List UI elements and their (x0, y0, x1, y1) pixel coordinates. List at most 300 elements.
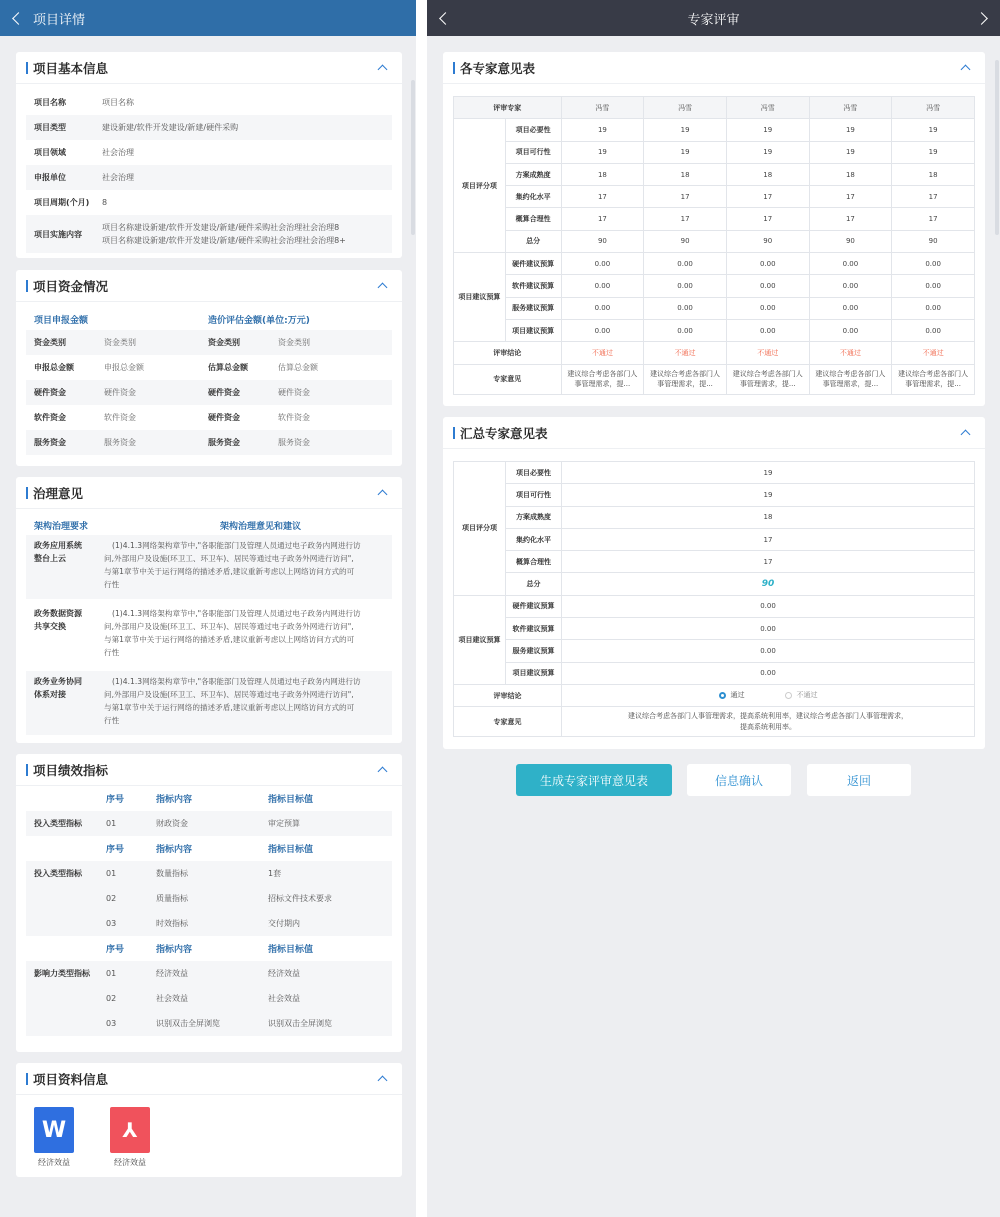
summary-opinion-row (454, 707, 975, 737)
summary-budget-cell: 0.00 (562, 618, 975, 640)
summary-total-value: 90 (562, 573, 975, 595)
summary-opinion-card (443, 417, 985, 749)
score-cell: 18 (561, 163, 644, 185)
score-cell: 18 (644, 163, 727, 185)
perf-col-target: 指标目标值 (268, 795, 314, 805)
fund-row (26, 355, 392, 380)
budget-cell: 0.00 (726, 275, 809, 297)
budget-cell: 0.00 (561, 275, 644, 297)
conclusion-row (454, 342, 975, 364)
opinion-line: 事管理需求，提... (574, 380, 631, 389)
governance-advice (104, 675, 361, 735)
score-cell: 90 (561, 230, 644, 252)
fund-value: 软件资金 (278, 413, 310, 422)
advice-line: 问,外部用户及设施(环卫工、环卫车)、居民等通过电子政务外网进行访问", (104, 554, 354, 563)
budget-row (454, 319, 975, 341)
conclusion-fail: 不通过 (892, 342, 975, 364)
conclusion-fail: 不通过 (644, 342, 727, 364)
score-cell: 17 (809, 186, 892, 208)
governance-item (34, 539, 104, 599)
field-value: 建设新建/软件开发建设/新建/硬件采购 (102, 123, 239, 132)
perf-col-content: 指标内容 (156, 845, 193, 855)
summary-score-row (454, 506, 975, 528)
fund-row (26, 405, 392, 430)
score-cell: 90 (726, 230, 809, 252)
budget-group-label: 项目建议预算 (454, 595, 506, 684)
perf-group-label: 投入类型指标 (34, 819, 82, 828)
forward-icon[interactable] (975, 12, 988, 25)
summary-score-row (454, 462, 975, 484)
score-item-label: 集约化水平 (505, 186, 561, 208)
budget-cell: 0.00 (892, 275, 975, 297)
back-icon[interactable] (12, 12, 25, 25)
governance-row (26, 535, 392, 599)
perf-content: 社会效益 (156, 994, 188, 1003)
field-value: 项目名称 (102, 98, 134, 107)
fund-row (26, 380, 392, 405)
governance-row (26, 671, 392, 735)
advice-line: 与第1章节中关于运行网络的描述矛盾,建议重新考虑以上网络访问方式的可 (104, 567, 355, 576)
section-title: 汇总专家意见表 (453, 424, 548, 442)
fund-value: 硬件资金 (278, 388, 310, 397)
fund-label: 软件资金 (34, 413, 66, 422)
advice-line: 问,外部用户及设施(环卫工、环卫车)、居民等通过电子政务外网进行访问", (104, 690, 354, 699)
score-cell: 90 (644, 230, 727, 252)
perf-no: 03 (106, 1019, 117, 1028)
budget-cell: 0.00 (644, 275, 727, 297)
perf-target: 招标文件技术要求 (268, 894, 332, 903)
summary-budget-row (454, 618, 975, 640)
budget-cell: 0.00 (561, 297, 644, 319)
summary-score-cell: 17 (562, 528, 975, 550)
perf-group (26, 861, 392, 936)
perf-group-rows (106, 961, 332, 1036)
governance-item (34, 675, 104, 735)
perf-group (26, 961, 392, 1036)
score-item-label: 方案成熟度 (506, 506, 562, 528)
advice-line: 与第1章节中关于运行网络的描述矛盾,建议重新考虑以上网络访问方式的可 (104, 703, 355, 712)
section-title: 治理意见 (26, 484, 83, 502)
governance-advice (104, 607, 361, 667)
opinion-line: 建议综合考虑各部门人事管理需求，提高系统利用率，建议综合考虑各部门人事管理需求， (628, 711, 908, 720)
opinion-line: 事管理需求，提... (822, 380, 879, 389)
perf-col-target: 指标目标值 (268, 845, 314, 855)
fund-label: 申报总金额 (34, 363, 74, 372)
column-header: 造价评估金额(单位:万元) (208, 315, 310, 326)
perf-row (106, 1011, 332, 1036)
budget-item-label: 软件建议预算 (505, 275, 561, 297)
page-title: 专家评审 (687, 12, 740, 28)
score-group-label: 项目评分项 (454, 119, 506, 253)
budget-item-label: 服务建议预算 (506, 640, 562, 662)
back-icon[interactable] (439, 12, 452, 25)
advice-line: 行性 (104, 716, 120, 725)
governance-row (26, 603, 392, 667)
score-group-label: 项目评分项 (454, 462, 506, 596)
summary-score-cell: 18 (562, 506, 975, 528)
generate-review-button[interactable]: 生成专家评审意见表 (516, 764, 672, 796)
conclusion-label: 评审结论 (454, 342, 562, 364)
field-label: 项目领域 (34, 148, 66, 157)
score-cell: 19 (726, 119, 809, 141)
governance-card (16, 477, 402, 743)
opinion-line: 事管理需求，提... (739, 380, 796, 389)
opinion-line: 建议综合考虑各部门人 (732, 370, 803, 379)
budget-item-label: 项目建议预算 (506, 662, 562, 684)
advice-line: (1)4.1.3网络架构章节中,"各职能部门及管理人员通过电子政务内网进行访 (112, 609, 361, 618)
score-item-label: 项目可行性 (505, 141, 561, 163)
advice-line: 行性 (104, 580, 120, 589)
governance-item-line: 整台上云 (34, 554, 66, 563)
perf-content: 质量指标 (156, 894, 188, 903)
budget-row (454, 297, 975, 319)
collapse-icon[interactable] (378, 65, 388, 75)
advice-line: (1)4.1.3网络架构章节中,"各职能部门及管理人员通过电子政务内网进行访 (112, 677, 361, 686)
radio-pass[interactable] (719, 690, 745, 700)
perf-no: 01 (106, 969, 117, 978)
governance-item-line: 体系对接 (34, 690, 66, 699)
perf-row (106, 861, 332, 886)
conclusion-radio-group (562, 684, 975, 706)
score-cell: 17 (726, 208, 809, 230)
score-row (454, 141, 975, 163)
fund-value: 资金类别 (278, 338, 310, 347)
budget-item-label: 服务建议预算 (505, 297, 561, 319)
budget-item-label: 硬件建议预算 (505, 253, 561, 275)
expert-name: 冯雪 (561, 97, 644, 119)
perf-content: 数量指标 (156, 869, 188, 878)
summary-budget-row (454, 662, 975, 684)
perf-col-target: 指标目标值 (268, 945, 314, 955)
summary-opinion (562, 707, 975, 737)
summary-budget-cell: 0.00 (562, 595, 975, 617)
radio-fail[interactable] (785, 690, 818, 700)
project-detail-panel (0, 0, 416, 1217)
budget-cell: 0.00 (892, 253, 975, 275)
perf-content: 财政资金 (156, 819, 188, 828)
budget-cell: 0.00 (726, 253, 809, 275)
governance-item-line: 政务应用系统 (34, 541, 82, 550)
perf-no: 02 (106, 994, 117, 1003)
fund-label: 硬件资金 (34, 388, 66, 397)
collapse-icon[interactable] (378, 767, 388, 777)
budget-item-label: 项目建议预算 (505, 319, 561, 341)
performance-card (16, 754, 402, 1052)
governance-advice (104, 539, 361, 599)
score-cell: 17 (892, 186, 975, 208)
collapse-icon[interactable] (378, 1076, 388, 1086)
summary-conclusion-row (454, 684, 975, 706)
collapse-icon[interactable] (961, 430, 971, 440)
fund-value: 申报总金额 (104, 363, 144, 372)
field-label: 项目周期(个月) (34, 198, 90, 207)
score-cell: 19 (809, 141, 892, 163)
summary-score-cell: 17 (562, 551, 975, 573)
section-title: 项目绩效指标 (26, 761, 108, 779)
score-row (454, 119, 975, 141)
score-cell: 17 (561, 186, 644, 208)
opinion-cell (726, 364, 809, 394)
perf-row (106, 811, 300, 836)
governance-item-line: 政务业务协同 (34, 677, 82, 686)
perf-row (106, 986, 332, 1011)
governance-item (34, 607, 104, 667)
budget-cell: 0.00 (809, 253, 892, 275)
perf-content: 经济效益 (156, 969, 188, 978)
score-item-label: 项目必要性 (505, 119, 561, 141)
score-cell: 19 (892, 119, 975, 141)
conclusion-fail: 不通过 (809, 342, 892, 364)
perf-header-row (26, 836, 392, 861)
expert-review-panel (427, 0, 1000, 1217)
score-row (454, 186, 975, 208)
project-detail-header (0, 0, 416, 36)
radio-label: 通过 (730, 691, 745, 700)
perf-row (106, 911, 332, 936)
score-cell: 90 (809, 230, 892, 252)
fund-value: 服务资金 (278, 438, 310, 447)
score-cell: 19 (561, 141, 644, 163)
score-item-label: 集约化水平 (506, 528, 562, 550)
fund-label: 硬件资金 (208, 388, 240, 397)
score-item-label: 概算合理性 (505, 208, 561, 230)
conclusion-fail: 不通过 (726, 342, 809, 364)
budget-row (454, 253, 975, 275)
score-cell: 19 (726, 141, 809, 163)
budget-cell: 0.00 (561, 319, 644, 341)
summary-budget-cell: 0.00 (562, 662, 975, 684)
advice-line: 与第1章节中关于运行网络的描述矛盾,建议重新考虑以上网络访问方式的可 (104, 635, 355, 644)
expert-label: 评审专家 (454, 97, 562, 119)
opinion-line: 建议综合考虑各部门人 (567, 370, 638, 379)
budget-cell: 0.00 (644, 319, 727, 341)
perf-col-no: 序号 (106, 845, 125, 855)
file-label[interactable]: 经济效益 (38, 1158, 70, 1167)
section-title: 各专家意见表 (453, 59, 535, 77)
perf-header-row (26, 936, 392, 961)
perf-group (26, 811, 392, 836)
budget-item-label: 硬件建议预算 (506, 595, 562, 617)
score-row (454, 208, 975, 230)
perf-target: 识别双击全屏浏览 (268, 1019, 332, 1028)
radio-label: 不通过 (796, 691, 818, 700)
collapse-icon[interactable] (378, 283, 388, 293)
opinion-cell (644, 364, 727, 394)
budget-cell: 0.00 (809, 275, 892, 297)
radio-unchecked-icon[interactable] (785, 692, 792, 699)
advice-line: 问,外部用户及设施(环卫工、环卫车)、居民等通过电子政务外网进行访问", (104, 622, 354, 631)
summary-score-row (454, 484, 975, 506)
score-cell: 19 (892, 141, 975, 163)
budget-item-label: 软件建议预算 (506, 618, 562, 640)
perf-group-label: 影响力类型指标 (34, 969, 90, 978)
expert-name: 冯雪 (726, 97, 809, 119)
perf-row (106, 961, 332, 986)
budget-cell: 0.00 (644, 297, 727, 319)
collapse-icon[interactable] (378, 490, 388, 500)
budget-cell: 0.00 (809, 297, 892, 319)
budget-cell: 0.00 (726, 297, 809, 319)
perf-target: 社会效益 (268, 994, 300, 1003)
perf-col-content: 指标内容 (156, 795, 193, 805)
budget-cell: 0.00 (644, 253, 727, 275)
budget-row (454, 275, 975, 297)
perf-col-no: 序号 (106, 945, 125, 955)
opinion-line: 提高系统利用率。 (740, 722, 796, 731)
fund-label: 估算总金额 (208, 363, 248, 372)
expert-name: 冯雪 (644, 97, 727, 119)
perf-target: 经济效益 (268, 969, 300, 978)
summary-budget-cell: 0.00 (562, 640, 975, 662)
experts-opinion-card (443, 52, 985, 406)
perf-target: 交付期内 (268, 919, 300, 928)
score-row (454, 230, 975, 252)
fund-value: 资金类别 (104, 338, 136, 347)
perf-group-rows (106, 811, 300, 836)
collapse-icon[interactable] (961, 65, 971, 75)
fund-value: 估算总金额 (278, 363, 318, 372)
panel-divider (416, 0, 427, 1217)
left-scrollbar[interactable] (411, 80, 415, 235)
fund-value: 硬件资金 (104, 388, 136, 397)
score-item-label: 方案成熟度 (505, 163, 561, 185)
score-item-label: 概算合理性 (506, 551, 562, 573)
budget-cell: 0.00 (726, 319, 809, 341)
budget-cell: 0.00 (561, 253, 644, 275)
field-value: 社会治理 (102, 148, 134, 157)
perf-target: 1套 (268, 869, 282, 878)
fund-row (26, 330, 392, 355)
table-header-row (454, 97, 975, 119)
summary-total-row (454, 573, 975, 595)
score-cell: 17 (726, 186, 809, 208)
perf-group-rows (106, 861, 332, 936)
pdf-file-icon[interactable]: ⅄ (110, 1107, 150, 1153)
score-cell: 19 (809, 119, 892, 141)
expert-name: 冯雪 (809, 97, 892, 119)
perf-no: 01 (106, 869, 117, 878)
opinion-label: 专家意见 (454, 707, 562, 737)
opinion-line: 建议综合考虑各部门人 (815, 370, 886, 379)
perf-col-content: 指标内容 (156, 945, 193, 955)
column-header: 架构治理要求 (34, 521, 89, 532)
advice-line: (1)4.1.3网络架构章节中,"各职能部门及管理人员通过电子政务内网进行访 (112, 541, 361, 550)
budget-cell: 0.00 (809, 319, 892, 341)
fund-label: 服务资金 (34, 438, 66, 447)
right-scrollbar[interactable] (995, 60, 999, 235)
return-button[interactable]: 返回 (807, 764, 911, 796)
fund-label: 资金类别 (208, 338, 240, 347)
score-cell: 17 (644, 186, 727, 208)
score-cell: 18 (726, 163, 809, 185)
opinion-cell (809, 364, 892, 394)
perf-col-no: 序号 (106, 795, 125, 805)
opinion-row (454, 364, 975, 394)
expert-name: 冯雪 (892, 97, 975, 119)
opinion-line: 建议综合考虑各部门人 (650, 370, 721, 379)
expert-review-header (427, 0, 1000, 36)
governance-item-line: 政务数据资源 (34, 609, 82, 618)
score-item-label: 项目可行性 (506, 484, 562, 506)
files-card (16, 1063, 402, 1177)
summary-budget-row (454, 595, 975, 617)
column-header: 架构治理意见和建议 (220, 521, 302, 532)
fund-label: 服务资金 (208, 438, 240, 447)
field-value: 项目名称建设新建/软件开发建设/新建/硬件采购社会治理社会治理8+ (102, 236, 346, 245)
file-label[interactable]: 经济效益 (114, 1158, 146, 1167)
score-cell: 17 (644, 208, 727, 230)
field-label: 项目实施内容 (34, 229, 82, 239)
section-title: 项目资金情况 (26, 277, 108, 295)
score-cell: 19 (561, 119, 644, 141)
perf-no: 02 (106, 894, 117, 903)
score-cell: 17 (809, 208, 892, 230)
opinion-line: 事管理需求，提... (905, 380, 961, 389)
opinion-cell (892, 364, 975, 394)
perf-group-label: 投入类型指标 (34, 869, 82, 878)
basic-info-card (16, 52, 402, 258)
funds-card (16, 270, 402, 466)
summary-table (453, 461, 975, 737)
perf-content: 识别双击全屏浏览 (156, 1019, 220, 1028)
word-file-icon[interactable]: W (34, 1107, 74, 1153)
section-title: 项目基本信息 (26, 59, 108, 77)
perf-no: 03 (106, 919, 117, 928)
score-cell: 18 (892, 163, 975, 185)
opinion-cell (561, 364, 644, 394)
radio-checked-icon[interactable] (719, 692, 726, 699)
opinion-label: 专家意见 (454, 364, 562, 394)
score-item-label: 总分 (505, 230, 561, 252)
page-title: 项目详情 (33, 12, 86, 28)
fund-label: 资金类别 (34, 338, 66, 347)
budget-group-label: 项目建议预算 (454, 253, 506, 342)
summary-score-row (454, 551, 975, 573)
score-cell: 17 (561, 208, 644, 230)
score-row (454, 163, 975, 185)
score-cell: 19 (644, 119, 727, 141)
summary-score-cell: 19 (562, 462, 975, 484)
summary-budget-row (454, 640, 975, 662)
summary-score-cell: 19 (562, 484, 975, 506)
field-label: 项目类型 (34, 123, 66, 132)
perf-header-row (26, 786, 392, 811)
advice-line: 行性 (104, 648, 120, 657)
conclusion-label: 评审结论 (454, 684, 562, 706)
fund-label: 硬件资金 (208, 413, 240, 422)
opinion-line: 事管理需求，提... (657, 380, 713, 389)
fund-value: 服务资金 (104, 438, 136, 447)
total-label: 总分 (506, 573, 562, 595)
experts-table (453, 96, 975, 395)
opinion-line: 建议综合考虑各部门人 (898, 370, 969, 379)
column-header: 项目申报金额 (34, 315, 89, 326)
section-title: 项目资料信息 (26, 1070, 108, 1088)
governance-item-line: 共享交换 (34, 622, 66, 631)
confirm-info-button[interactable]: 信息确认 (687, 764, 791, 796)
fund-value: 软件资金 (104, 413, 136, 422)
score-cell: 19 (644, 141, 727, 163)
score-cell: 18 (809, 163, 892, 185)
conclusion-fail: 不通过 (561, 342, 644, 364)
perf-content: 时效指标 (156, 919, 188, 928)
perf-row (106, 886, 332, 911)
score-item-label: 项目必要性 (506, 462, 562, 484)
field-value: 项目名称建设新建/软件开发建设/新建/硬件采购社会治理社会治理8 (102, 223, 340, 232)
budget-cell: 0.00 (892, 319, 975, 341)
budget-cell: 0.00 (892, 297, 975, 319)
score-cell: 17 (892, 208, 975, 230)
